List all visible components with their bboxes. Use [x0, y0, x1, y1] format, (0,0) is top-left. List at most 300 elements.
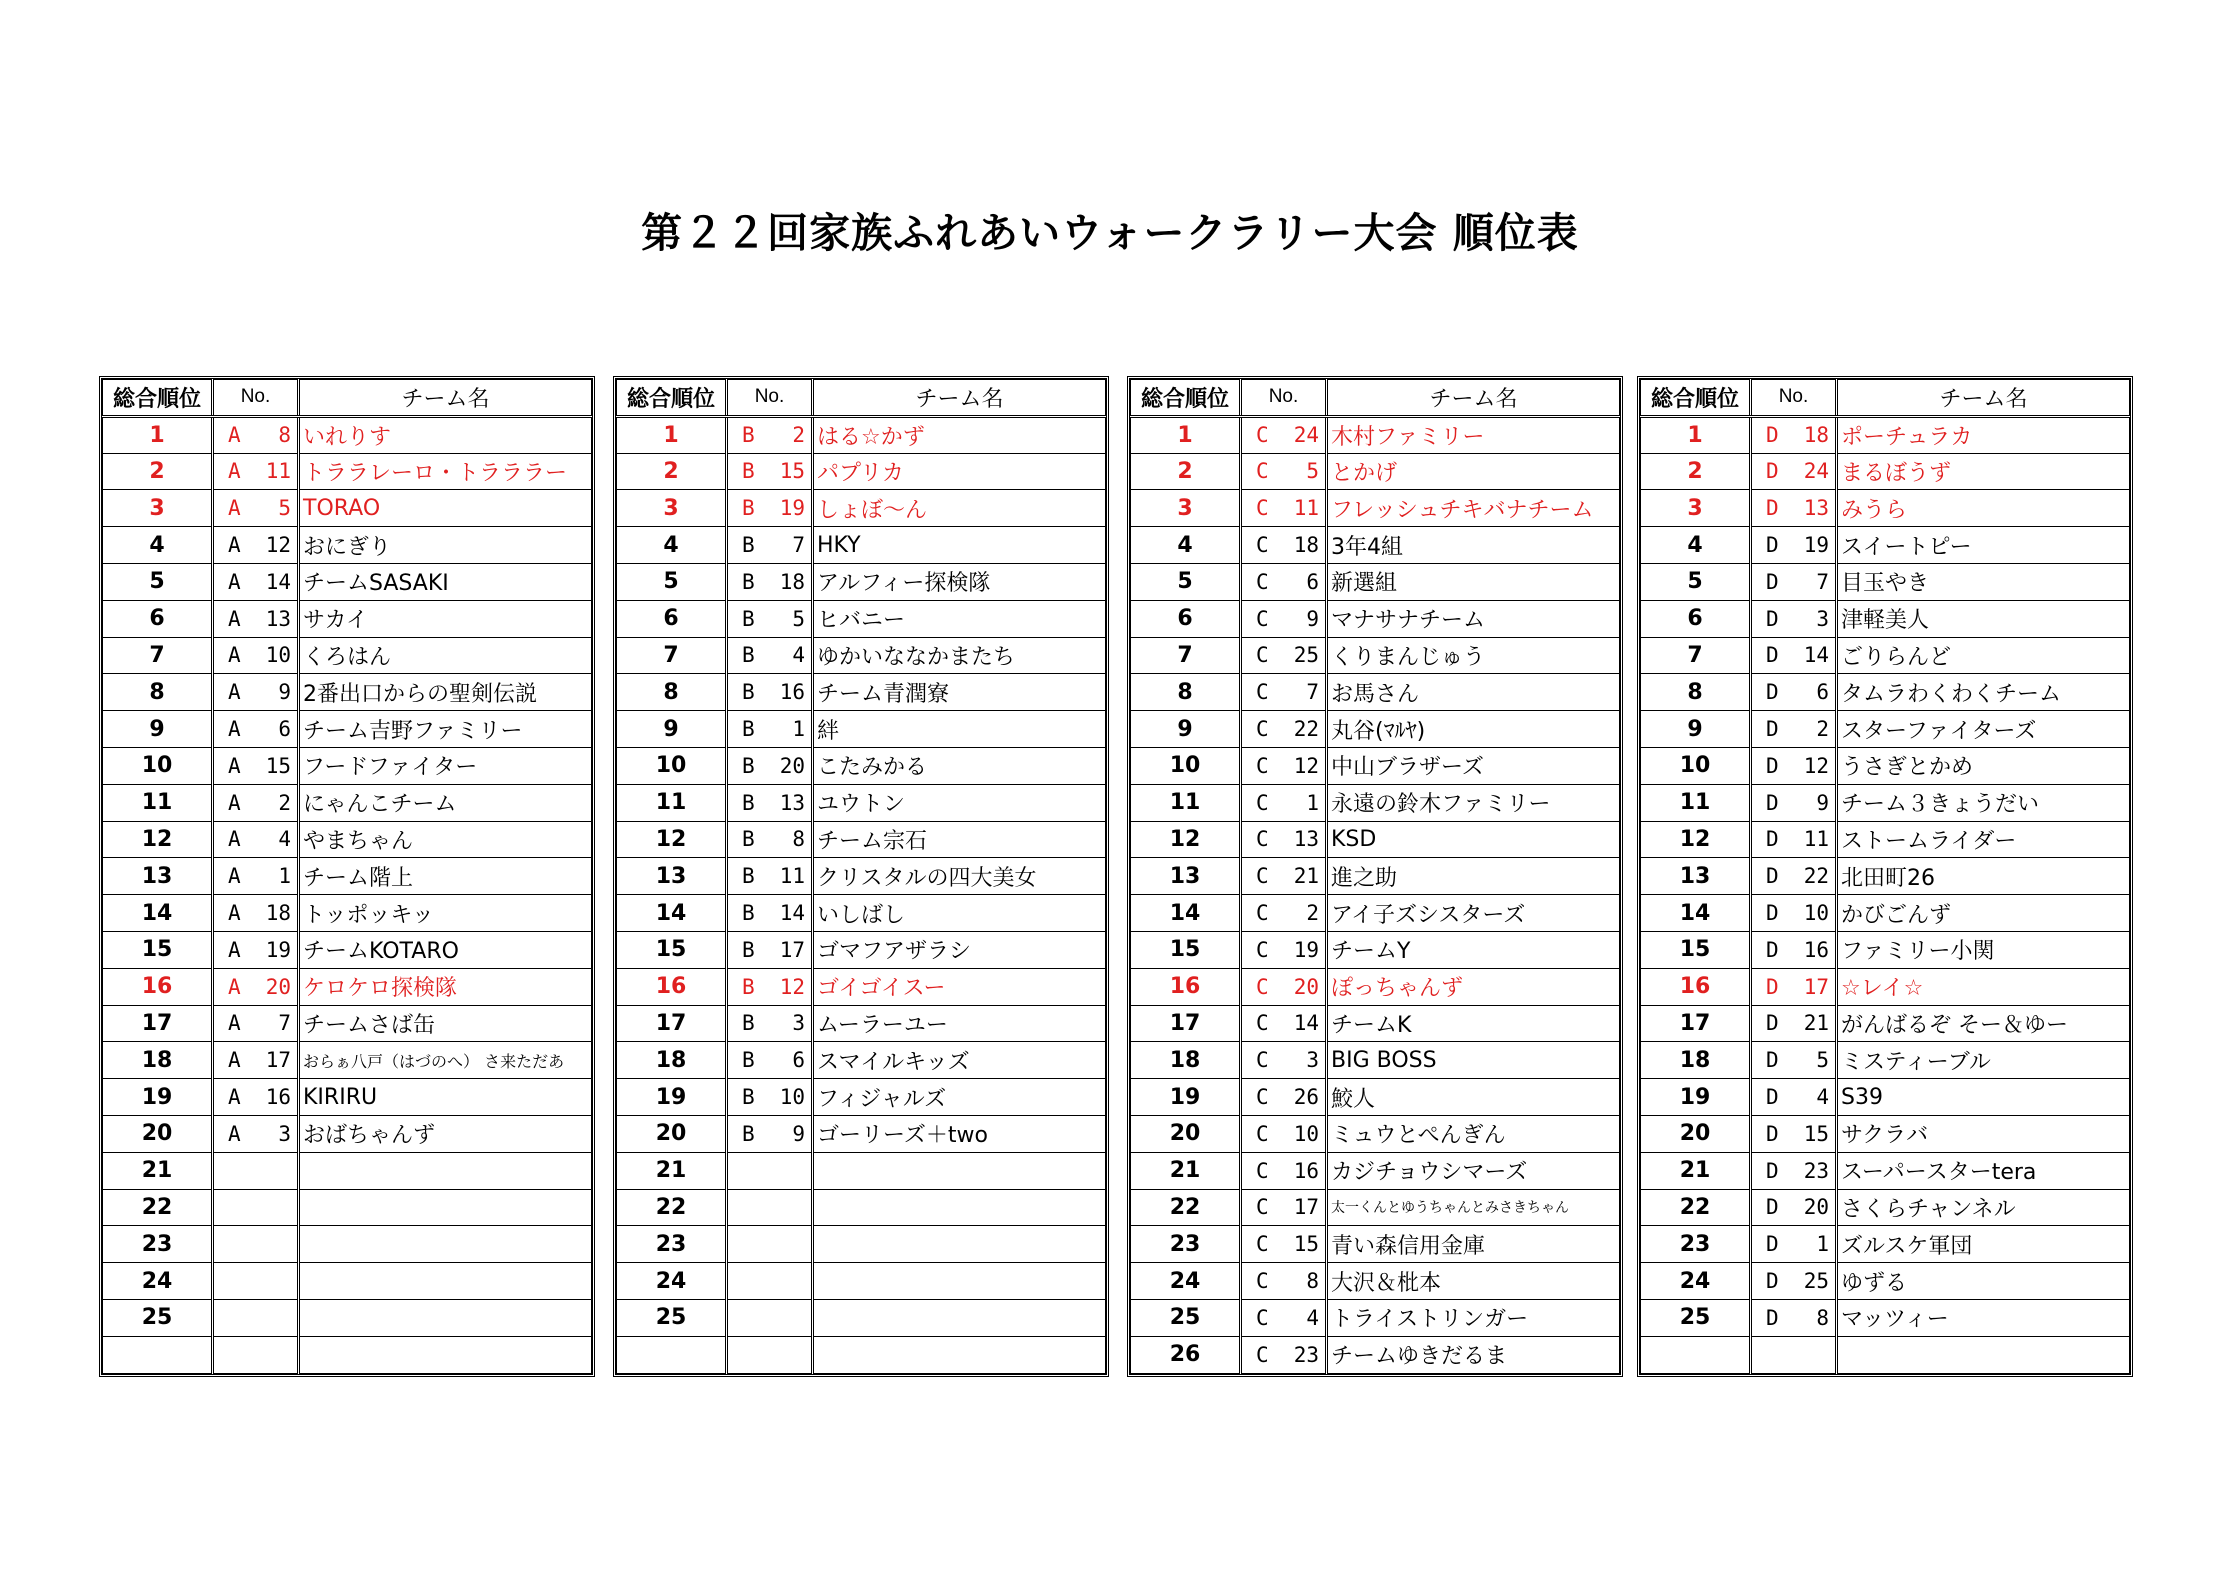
group-letter: B — [742, 827, 755, 852]
overall-rank-cell: 18 — [103, 1042, 213, 1079]
group-letter: C — [1256, 974, 1269, 999]
overall-rank-cell: 18 — [617, 1042, 727, 1079]
group-letter: C — [1256, 1195, 1269, 1220]
team-no-cell — [1241, 784, 1327, 821]
overall-rank-cell: 16 — [617, 968, 727, 1005]
group-letter: D — [1766, 717, 1779, 742]
team-name-cell — [813, 1299, 1106, 1336]
team-name-cell: ファミリー小関 — [1837, 931, 2130, 968]
team-no-cell — [727, 1263, 813, 1300]
team-name-cell: ユウトン — [813, 784, 1106, 821]
group-letter: D — [1766, 1121, 1779, 1146]
group-letter: C — [1256, 717, 1269, 742]
overall-rank-cell: 12 — [103, 821, 213, 858]
overall-rank-cell: 2 — [1641, 453, 1751, 490]
team-number: 14 — [1803, 643, 1829, 668]
team-name-cell: フードファイター — [299, 747, 592, 784]
table-row — [1641, 1152, 2130, 1189]
team-name-cell: 進之助 — [1327, 858, 1620, 895]
team-name-cell: いれりす — [299, 416, 592, 453]
page-title: 第２２回家族ふれあいウォークラリー大会 順位表 — [641, 209, 1579, 257]
table-row — [103, 416, 592, 453]
team-name-cell: マナサナチーム — [1327, 600, 1620, 637]
group-letter: A — [228, 496, 241, 521]
overall-rank-cell: 16 — [1131, 968, 1241, 1005]
team-name-cell: KIRIRU — [299, 1079, 592, 1116]
team-name-header: チーム名 — [1327, 380, 1620, 417]
table-row — [1641, 674, 2130, 711]
table-row — [617, 453, 1106, 490]
overall-rank-cell: 6 — [1131, 600, 1241, 637]
overall-rank-cell: 8 — [103, 674, 213, 711]
table-row — [617, 1115, 1106, 1152]
group-letter: C — [1256, 790, 1269, 815]
table-row — [1131, 416, 1620, 453]
team-no-cell — [1751, 931, 1837, 968]
team-number: 5 — [792, 606, 805, 631]
table-row — [103, 1189, 592, 1226]
team-number: 1 — [1306, 790, 1319, 815]
overall-rank-cell: 19 — [103, 1079, 213, 1116]
team-name-cell — [299, 1152, 592, 1189]
team-number: 18 — [779, 569, 805, 594]
overall-rank-cell: 8 — [1131, 674, 1241, 711]
table-row — [1641, 1263, 2130, 1300]
team-no-cell — [1751, 1263, 1837, 1300]
table-row — [1131, 674, 1620, 711]
table-row — [1131, 1152, 1620, 1189]
group-letter: A — [228, 1011, 241, 1036]
team-name-cell: いしばし — [813, 895, 1106, 932]
table-row — [1131, 600, 1620, 637]
table-row — [103, 895, 592, 932]
team-no-cell — [213, 1189, 299, 1226]
header-row — [1131, 380, 1620, 417]
group-letter: B — [742, 1048, 755, 1073]
team-no-cell — [213, 563, 299, 600]
team-no-cell — [1751, 563, 1837, 600]
team-name-cell: ゴーリーズ＋two — [813, 1115, 1106, 1152]
table-row — [617, 490, 1106, 527]
overall-rank-cell: 9 — [1641, 711, 1751, 748]
table-row — [617, 1189, 1106, 1226]
group-letter: A — [228, 753, 241, 778]
overall-rank-cell: 7 — [617, 637, 727, 674]
team-no-cell — [1241, 600, 1327, 637]
team-no-cell — [1751, 895, 1837, 932]
team-no-cell — [1241, 968, 1327, 1005]
group-letter: D — [1766, 569, 1779, 594]
group-letter: A — [228, 569, 241, 594]
team-number: 9 — [1306, 606, 1319, 631]
overall-rank-cell: 14 — [1131, 895, 1241, 932]
overall-rank-cell: 1 — [103, 416, 213, 453]
table-row — [617, 711, 1106, 748]
team-name-cell: がんばるぞ そー＆ゆー — [1837, 1005, 2130, 1042]
overall-rank-cell: 21 — [617, 1152, 727, 1189]
team-number: 14 — [1293, 1011, 1319, 1036]
team-no-cell — [727, 637, 813, 674]
team-no-cell — [213, 1152, 299, 1189]
overall-rank-cell: 5 — [103, 563, 213, 600]
table-row — [617, 895, 1106, 932]
group-letter: D — [1766, 533, 1779, 558]
overall-rank-cell: 13 — [103, 858, 213, 895]
team-name-cell: タムラわくわくチーム — [1837, 674, 2130, 711]
team-no-cell — [213, 1005, 299, 1042]
team-name-cell: チームK — [1327, 1005, 1620, 1042]
team-no-cell — [213, 1226, 299, 1263]
overall-rank-cell: 21 — [1641, 1152, 1751, 1189]
group-letter: C — [1256, 827, 1269, 852]
group-letter: C — [1256, 901, 1269, 926]
group-letter: D — [1766, 1085, 1779, 1110]
team-no-cell — [213, 674, 299, 711]
team-no-cell — [213, 416, 299, 453]
no-header: No. — [1751, 380, 1837, 417]
header-row — [1641, 380, 2130, 417]
team-name-cell: 3年4組 — [1327, 527, 1620, 564]
no-header: No. — [727, 380, 813, 417]
team-name-cell: 青い森信用金庫 — [1327, 1226, 1620, 1263]
overall-rank-cell: 12 — [1641, 821, 1751, 858]
group-letter: D — [1766, 459, 1779, 484]
table-row — [1641, 858, 2130, 895]
overall-rank-cell: 10 — [103, 747, 213, 784]
team-name-cell: フィジャルズ — [813, 1079, 1106, 1116]
team-number: 3 — [278, 1121, 291, 1146]
table-row — [103, 1336, 592, 1373]
team-number: 15 — [1803, 1121, 1829, 1146]
overall-rank-cell: 25 — [103, 1299, 213, 1336]
table-row — [1131, 1226, 1620, 1263]
team-no-cell — [1751, 674, 1837, 711]
table-row — [1641, 711, 2130, 748]
header-row — [617, 380, 1106, 417]
team-no-cell — [727, 527, 813, 564]
team-name-cell: チーム青潤寮 — [813, 674, 1106, 711]
header-row — [103, 380, 592, 417]
team-no-cell — [1241, 1299, 1327, 1336]
team-number: 12 — [265, 533, 291, 558]
team-no-cell — [1241, 711, 1327, 748]
overall-rank-cell: 23 — [1641, 1226, 1751, 1263]
table-row — [103, 858, 592, 895]
table-row — [1131, 968, 1620, 1005]
group-letter: C — [1256, 864, 1269, 889]
table-row — [1641, 563, 2130, 600]
table-row — [103, 1263, 592, 1300]
team-no-cell — [1241, 416, 1327, 453]
overall-rank-cell: 16 — [103, 968, 213, 1005]
team-number: 7 — [1306, 680, 1319, 705]
team-name-cell: くりまんじゅう — [1327, 637, 1620, 674]
team-no-cell — [1241, 1226, 1327, 1263]
table-row — [617, 563, 1106, 600]
overall-rank-cell: 1 — [1131, 416, 1241, 453]
team-no-cell — [727, 453, 813, 490]
team-number: 15 — [779, 459, 805, 484]
rank-header: 総合順位 — [1641, 380, 1751, 417]
team-name-cell: 絆 — [813, 711, 1106, 748]
team-name-cell: ムーラーユー — [813, 1005, 1106, 1042]
group-letter: B — [742, 569, 755, 594]
overall-rank-cell: 21 — [103, 1152, 213, 1189]
overall-rank-cell: 19 — [1131, 1079, 1241, 1116]
group-letter: C — [1256, 753, 1269, 778]
group-letter: C — [1256, 1011, 1269, 1036]
table-row — [103, 747, 592, 784]
overall-rank-cell: 11 — [103, 784, 213, 821]
team-name-cell: HKY — [813, 527, 1106, 564]
group-letter: C — [1256, 937, 1269, 962]
rank-header: 総合順位 — [1131, 380, 1241, 417]
team-number: 9 — [792, 1121, 805, 1146]
ranking-table-b — [613, 376, 1109, 1377]
group-letter: D — [1766, 496, 1779, 521]
overall-rank-cell: 19 — [1641, 1079, 1751, 1116]
team-name-cell — [299, 1189, 592, 1226]
team-name-cell: ポーチュラカ — [1837, 416, 2130, 453]
group-letter: C — [1256, 423, 1269, 448]
team-name-cell: スターファイターズ — [1837, 711, 2130, 748]
team-no-cell — [1751, 1115, 1837, 1152]
group-letter: D — [1766, 753, 1779, 778]
overall-rank-cell: 20 — [103, 1115, 213, 1152]
table-row — [103, 931, 592, 968]
team-number: 9 — [278, 680, 291, 705]
overall-rank-cell: 23 — [617, 1226, 727, 1263]
team-no-cell — [727, 895, 813, 932]
group-letter: B — [742, 643, 755, 668]
overall-rank-cell: 17 — [617, 1005, 727, 1042]
table-row — [1641, 821, 2130, 858]
team-number: 6 — [792, 1048, 805, 1073]
overall-rank-cell: 17 — [103, 1005, 213, 1042]
table-row — [617, 784, 1106, 821]
team-number: 4 — [1306, 1305, 1319, 1330]
team-number: 21 — [1293, 864, 1319, 889]
group-letter: D — [1766, 827, 1779, 852]
team-number: 19 — [1803, 533, 1829, 558]
team-no-cell — [1241, 674, 1327, 711]
team-number: 16 — [1293, 1158, 1319, 1183]
team-no-cell — [213, 453, 299, 490]
overall-rank-cell: 11 — [1131, 784, 1241, 821]
group-letter: A — [228, 827, 241, 852]
ranking-grid — [616, 379, 1106, 1374]
team-no-cell — [1751, 1042, 1837, 1079]
team-name-header: チーム名 — [299, 380, 592, 417]
table-row — [617, 821, 1106, 858]
group-letter: A — [228, 643, 241, 668]
group-letter: B — [742, 459, 755, 484]
team-number: 21 — [1803, 1011, 1829, 1036]
team-name-cell: しょぼ～ん — [813, 490, 1106, 527]
overall-rank-cell: 14 — [103, 895, 213, 932]
team-name-cell: かびごんず — [1837, 895, 2130, 932]
team-number: 1 — [1816, 1232, 1829, 1257]
table-row — [1641, 1299, 2130, 1336]
team-no-cell — [213, 637, 299, 674]
team-no-cell — [727, 711, 813, 748]
team-no-cell — [213, 1042, 299, 1079]
team-no-cell — [1751, 1336, 1837, 1373]
team-no-cell — [1241, 1189, 1327, 1226]
team-number: 14 — [265, 569, 291, 594]
overall-rank-cell — [1641, 1336, 1751, 1373]
team-number: 8 — [1816, 1305, 1829, 1330]
group-letter: A — [228, 864, 241, 889]
team-number: 4 — [792, 643, 805, 668]
team-no-cell — [1751, 1226, 1837, 1263]
team-name-cell: はる☆かず — [813, 416, 1106, 453]
table-row — [1131, 637, 1620, 674]
group-letter: D — [1766, 864, 1779, 889]
group-letter: C — [1256, 1048, 1269, 1073]
team-number: 13 — [265, 606, 291, 631]
team-name-cell: 2番出口からの聖剣伝説 — [299, 674, 592, 711]
team-no-cell — [213, 527, 299, 564]
team-number: 15 — [265, 753, 291, 778]
group-letter: C — [1256, 459, 1269, 484]
group-letter: D — [1766, 937, 1779, 962]
ranking-grid — [102, 379, 592, 1374]
team-name-cell: ゆずる — [1837, 1263, 2130, 1300]
team-number: 11 — [1803, 827, 1829, 852]
team-no-cell — [727, 1189, 813, 1226]
group-letter: D — [1766, 606, 1779, 631]
overall-rank-cell: 17 — [1641, 1005, 1751, 1042]
table-row — [1641, 416, 2130, 453]
table-row — [617, 1263, 1106, 1300]
overall-rank-cell: 4 — [103, 527, 213, 564]
group-letter: C — [1256, 569, 1269, 594]
table-row — [1131, 858, 1620, 895]
table-row — [617, 858, 1106, 895]
team-name-cell: マッツィー — [1837, 1299, 2130, 1336]
team-name-cell: 津軽美人 — [1837, 600, 2130, 637]
table-row — [1131, 747, 1620, 784]
overall-rank-cell: 3 — [1131, 490, 1241, 527]
group-letter: D — [1766, 790, 1779, 815]
overall-rank-cell: 23 — [103, 1226, 213, 1263]
group-letter: B — [742, 423, 755, 448]
team-no-cell — [1751, 747, 1837, 784]
team-name-cell: 新選組 — [1327, 563, 1620, 600]
team-no-cell — [727, 1152, 813, 1189]
team-number: 20 — [265, 974, 291, 999]
rank-header: 総合順位 — [617, 380, 727, 417]
team-name-cell: お馬さん — [1327, 674, 1620, 711]
table-row — [617, 747, 1106, 784]
group-letter: D — [1766, 1305, 1779, 1330]
table-row — [1641, 1226, 2130, 1263]
team-number: 22 — [1293, 717, 1319, 742]
team-no-cell — [1241, 747, 1327, 784]
table-row — [617, 1005, 1106, 1042]
team-name-cell: こたみかる — [813, 747, 1106, 784]
overall-rank-cell: 24 — [1641, 1263, 1751, 1300]
table-row — [1131, 1042, 1620, 1079]
overall-rank-cell: 19 — [617, 1079, 727, 1116]
overall-rank-cell: 12 — [1131, 821, 1241, 858]
team-name-cell: うさぎとかめ — [1837, 747, 2130, 784]
team-name-cell: トライストリンガー — [1327, 1299, 1620, 1336]
table-row — [103, 1115, 592, 1152]
team-number: 12 — [1293, 753, 1319, 778]
team-no-cell — [727, 490, 813, 527]
ranking-tables — [0, 376, 2220, 1406]
team-number: 3 — [1816, 606, 1829, 631]
team-no-cell — [213, 1079, 299, 1116]
team-number: 4 — [1816, 1085, 1829, 1110]
team-name-cell: パプリカ — [813, 453, 1106, 490]
team-number: 20 — [1293, 974, 1319, 999]
team-name-cell: KSD — [1327, 821, 1620, 858]
team-no-cell — [727, 821, 813, 858]
table-row — [1131, 1299, 1620, 1336]
rank-header: 総合順位 — [103, 380, 213, 417]
team-name-cell: まるぼうず — [1837, 453, 2130, 490]
group-letter: A — [228, 1085, 241, 1110]
table-row — [617, 931, 1106, 968]
group-letter: C — [1256, 606, 1269, 631]
overall-rank-cell: 25 — [617, 1299, 727, 1336]
team-number: 5 — [278, 496, 291, 521]
group-letter: B — [742, 753, 755, 778]
team-name-cell: 鮫人 — [1327, 1079, 1620, 1116]
overall-rank-cell: 22 — [1641, 1189, 1751, 1226]
team-number: 25 — [1803, 1269, 1829, 1294]
table-row — [103, 453, 592, 490]
team-name-cell: TORAO — [299, 490, 592, 527]
group-letter: C — [1256, 1085, 1269, 1110]
group-letter: D — [1766, 1232, 1779, 1257]
team-no-cell — [1751, 1152, 1837, 1189]
team-no-cell — [1751, 637, 1837, 674]
team-number: 14 — [779, 901, 805, 926]
no-header: No. — [213, 380, 299, 417]
group-letter: C — [1256, 1121, 1269, 1146]
team-no-cell — [727, 968, 813, 1005]
team-number: 25 — [1293, 643, 1319, 668]
team-no-cell — [727, 931, 813, 968]
table-row — [103, 1005, 592, 1042]
group-letter: C — [1256, 1305, 1269, 1330]
team-no-cell — [1241, 1115, 1327, 1152]
team-number: 16 — [1803, 937, 1829, 962]
group-letter: B — [742, 1085, 755, 1110]
team-name-cell: 北田町26 — [1837, 858, 2130, 895]
team-no-cell — [213, 747, 299, 784]
team-number: 2 — [1816, 717, 1829, 742]
team-name-cell: サカイ — [299, 600, 592, 637]
team-name-cell: とかげ — [1327, 453, 1620, 490]
team-no-cell — [1751, 784, 1837, 821]
team-name-cell — [813, 1226, 1106, 1263]
table-row — [1641, 1005, 2130, 1042]
team-name-cell — [813, 1152, 1106, 1189]
team-number: 17 — [265, 1048, 291, 1073]
group-letter: B — [742, 717, 755, 742]
overall-rank-cell: 8 — [1641, 674, 1751, 711]
team-number: 3 — [792, 1011, 805, 1036]
team-no-cell — [1241, 821, 1327, 858]
group-letter: B — [742, 606, 755, 631]
team-name-cell: サクラバ — [1837, 1115, 2130, 1152]
team-name-cell: ミスティーブル — [1837, 1042, 2130, 1079]
